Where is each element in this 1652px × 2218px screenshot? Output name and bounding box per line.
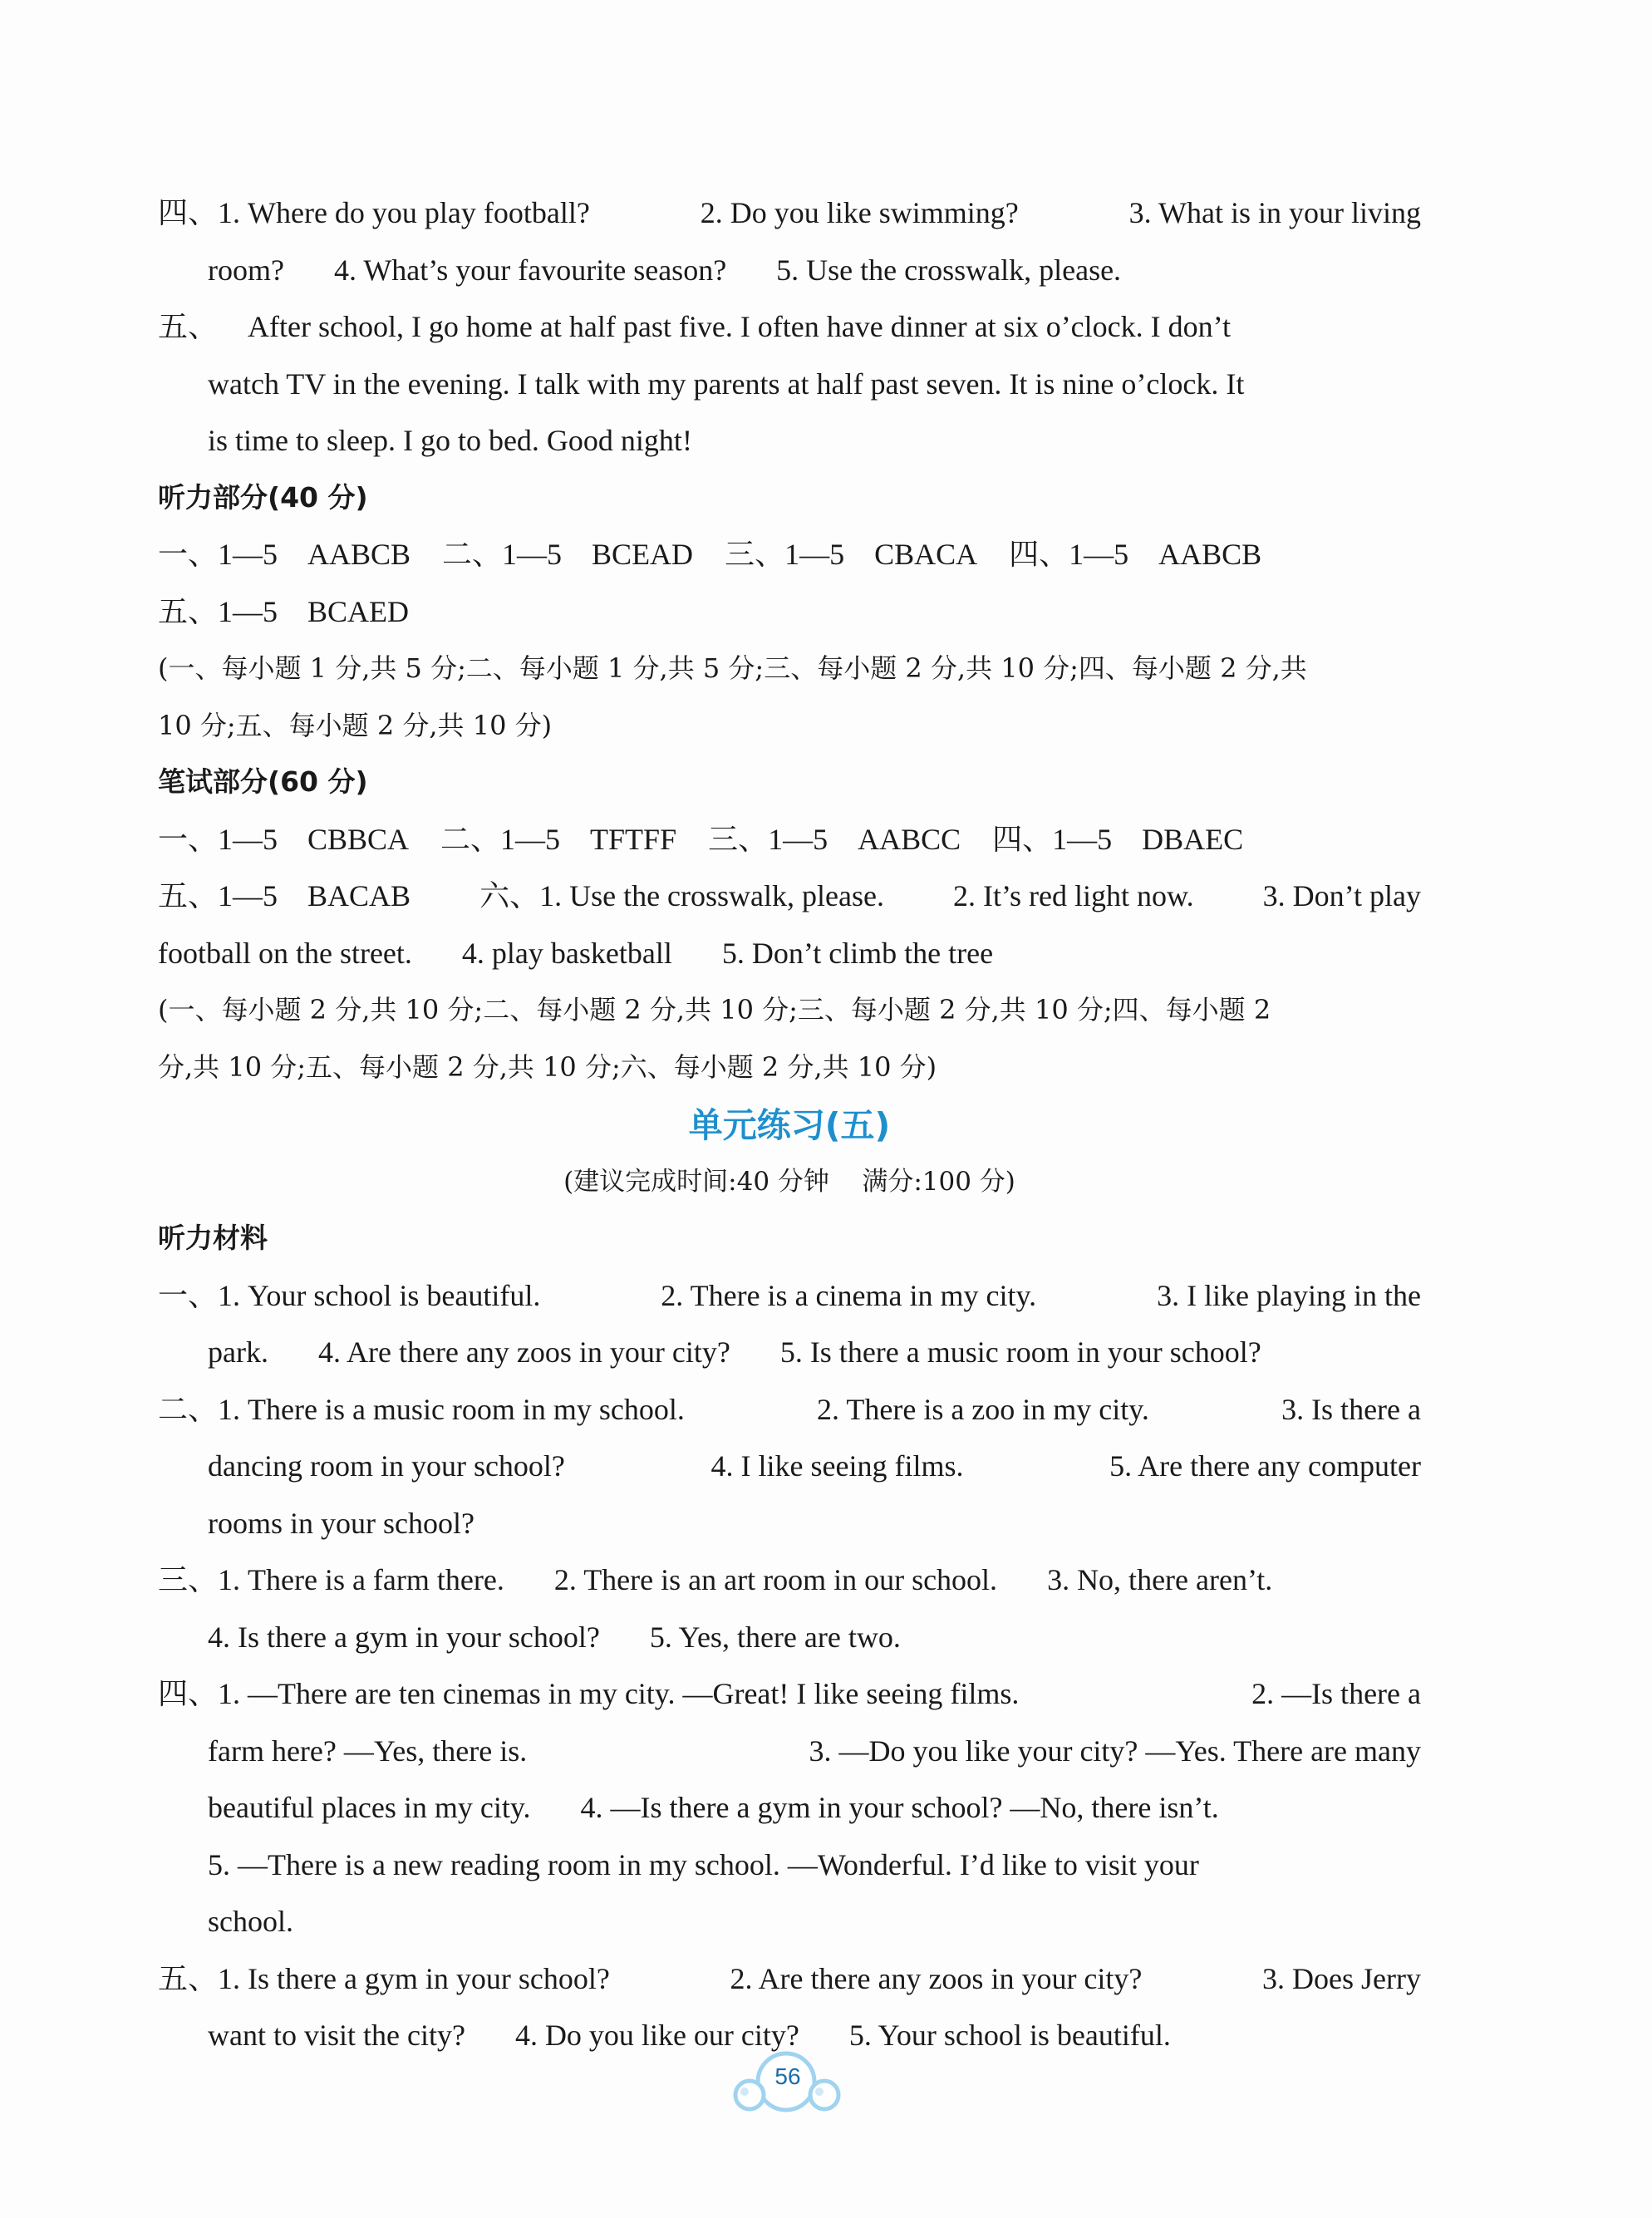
answer-item: football on the street. [158,936,412,970]
listening-answers-2 [158,583,1421,641]
s4-item: 4. What’s your favourite season? [333,253,727,287]
page-number-badge [728,2047,844,2122]
q-item: 三、1. There is a farm there. [158,1563,504,1596]
q-item: 四、1. —There are ten cinemas in my city. —Great! I like seeing films. [158,1677,1020,1710]
q4-line-3 [158,1779,1421,1837]
answer-group: 三、1—5 AABCC [708,822,961,856]
q-item: 5. Are there any computer [1109,1449,1421,1483]
written-scoring-1: (一、每小题 2 分,共 10 分;二、每小题 2 分,共 10 分;三、每小题 2 分,共 10 分;四、每小题 2 [158,994,1271,1025]
q2-line-1 [158,1381,1421,1439]
q-item: 3. I like playing in the [1157,1278,1421,1312]
q3-line-1 [158,1552,1421,1609]
q-item: 4. I like seeing films. [710,1449,964,1483]
s5-line: 五、 After school, I go home at half past five. I often have dinner at six o’clock. I don’t [158,310,1231,343]
s4-item: 四、1. Where do you play football? [158,196,590,229]
unit-title: 单元练习(五) [688,1105,891,1145]
q-item: 2. There is an art room in our school. [553,1563,998,1596]
q-item: 5. Yes, there are two. [649,1620,901,1654]
q-item: 4. Do you like our city? [514,2019,799,2052]
s4-line-1 [158,184,1421,242]
answer-group: 五、1—5 BACAB [158,879,411,912]
q3-line-2 [158,1609,1421,1666]
answer-item: 2. It’s red light now. [953,879,1194,912]
q-item: 4. —Is there a gym in your school? —No, there isn’t. [580,1791,1219,1824]
q-item: beautiful places in my city. [208,1791,531,1824]
q-item: 3. Does Jerry [1262,1961,1421,1995]
q-item: want to visit the city? [208,2019,465,2052]
unit-subtitle: (建议完成时间:40 分钟 满分:100 分) [563,1167,1015,1197]
q-item: 3. —Do you like your city? —Yes. There are many [809,1734,1421,1768]
answer-group: 一、1—5 AABCB [158,538,411,571]
q-item: 2. Are there any zoos in your city? [730,1961,1143,1995]
written-answers-3 [158,925,1421,982]
s4-item: room? [208,253,284,287]
answer-key-page [158,184,1421,2064]
q-item: 5. Your school is beautiful. [848,2019,1171,2052]
listening-answers-1 [158,526,1421,583]
q4-line-5: school. [208,1905,293,1938]
q-item: 3. No, there aren’t. [1047,1563,1273,1596]
listening-heading: 听力部分(40 分) [158,480,368,514]
written-answers-1 [158,811,1421,868]
q-item: 2. There is a zoo in my city. [817,1392,1149,1426]
q-item: 二、1. There is a music room in my school. [158,1392,685,1426]
q-item: 5. Is there a music room in your school? [779,1335,1261,1369]
q2-line-2 [158,1438,1421,1495]
answer-group: 二、1—5 BCEAD [442,538,694,571]
answer-item: 3. Don’t play [1262,879,1421,912]
written-answers-2 [158,868,1421,925]
s4-line-2 [158,242,1421,299]
answer-item: 4. play basketball [461,936,672,970]
q-item: 2. There is a cinema in my city. [661,1278,1037,1312]
s4-item: 5. Use the crosswalk, please. [776,253,1122,287]
q-item: 一、1. Your school is beautiful. [158,1278,541,1312]
answer-group: 四、1—5 DBAEC [992,822,1244,856]
q-item: 4. Are there any zoos in your city? [317,1335,730,1369]
q-item: 2. —Is there a [1251,1677,1421,1710]
q-item: farm here? —Yes, there is. [208,1734,528,1768]
page-number: 56 [774,2063,801,2089]
q-item: 3. Is there a [1281,1392,1421,1426]
s5-line: is time to sleep. I go to bed. Good night! [208,424,692,457]
q4-line-1 [158,1665,1421,1723]
s4-item: 3. What is in your living [1128,196,1421,229]
s4-item: 2. Do you like swimming? [700,196,1019,229]
answer-group: 二、1—5 TFTFF [440,822,677,856]
q5-line-1 [158,1950,1421,2008]
material-heading: 听力材料 [158,1222,268,1254]
written-scoring-2: 分,共 10 分;五、每小题 2 分,共 10 分;六、每小题 2 分,共 10 分) [158,1050,937,1083]
answer-item: 5. Don’t climb the tree [721,936,994,970]
q-item: 五、1. Is there a gym in your school? [158,1961,610,1995]
q4-line-4: 5. —There is a new reading room in my school. —Wonderful. I’d like to visit your [208,1847,1199,1881]
answer-group: 四、1—5 AABCB [1009,538,1262,571]
q1-line-1 [158,1267,1421,1325]
answer-group: 三、1—5 CBACA [725,538,978,571]
q4-line-2 [158,1723,1421,1780]
s5-paragraph [158,298,1421,470]
answer-item: 六、1. Use the crosswalk, please. [479,879,884,912]
listening-scoring-2: 10 分;五、每小题 2 分,共 10 分) [158,709,553,741]
q2-line-3: rooms in your school? [208,1506,474,1540]
q-item: park. [208,1335,268,1369]
s5-line: watch TV in the evening. I talk with my parents at half past seven. It is nine o’clock. It [208,366,1245,401]
q-item: 4. Is there a gym in your school? [208,1620,600,1654]
written-heading: 笔试部分(60 分) [158,765,368,798]
q1-line-2 [158,1324,1421,1381]
answer-group: 五、1—5 BCAED [158,594,410,628]
answer-group: 一、1—5 CBBCA [158,822,410,856]
listening-scoring-1: (一、每小题 1 分,共 5 分;二、每小题 1 分,共 5 分;三、每小题 2 分,共 10 分;四、每小题 2 分,共 [158,652,1307,684]
q-item: dancing room in your school? [208,1449,565,1483]
